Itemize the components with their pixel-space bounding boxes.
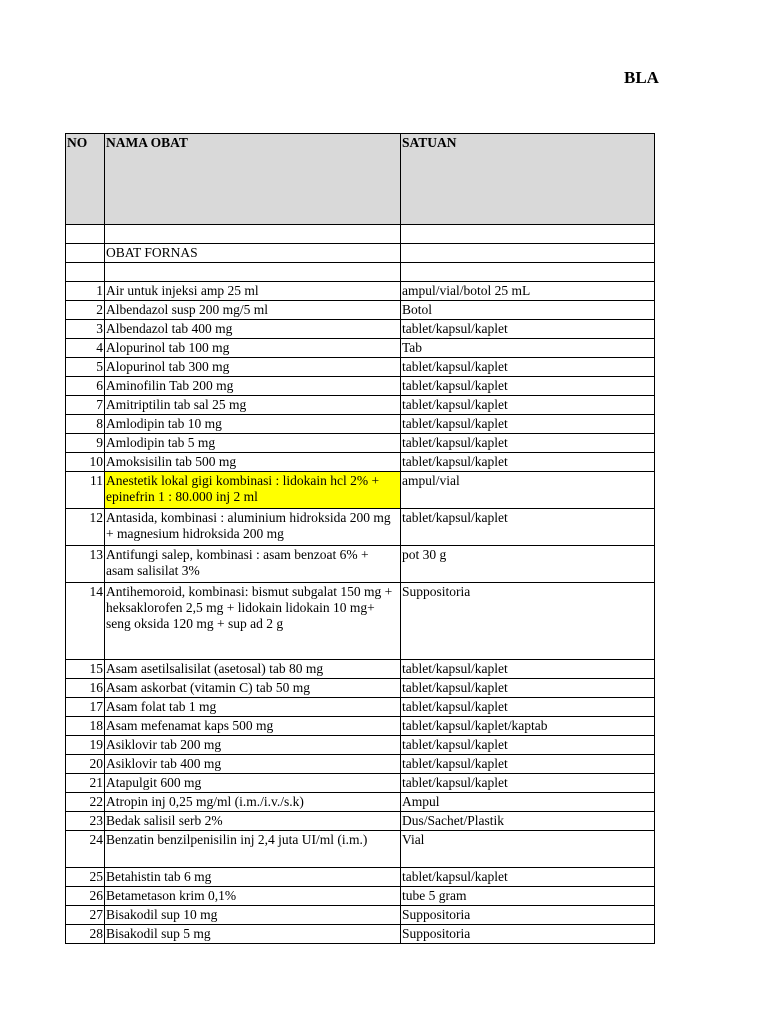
row-number: 3	[66, 320, 105, 339]
drug-name: Albendazol susp 200 mg/5 ml	[105, 301, 401, 320]
row-number: 26	[66, 887, 105, 906]
table-row	[66, 453, 655, 472]
row-number: 17	[66, 698, 105, 717]
drug-unit: tablet/kapsul/kaplet	[401, 698, 655, 717]
table-row	[66, 717, 655, 736]
row-number: 13	[66, 546, 105, 583]
row-number: 4	[66, 339, 105, 358]
drug-unit: tablet/kapsul/kaplet	[401, 660, 655, 679]
drug-name: Air untuk injeksi amp 25 ml	[105, 282, 401, 301]
row-number: 15	[66, 660, 105, 679]
drug-name: Amitriptilin tab sal 25 mg	[105, 396, 401, 415]
drug-unit: Suppositoria	[401, 583, 655, 660]
drug-name: Asiklovir tab 200 mg	[105, 736, 401, 755]
table-row	[66, 736, 655, 755]
section-label: OBAT FORNAS	[105, 244, 401, 263]
table-row	[66, 282, 655, 301]
drug-unit: tablet/kapsul/kaplet	[401, 453, 655, 472]
document-title: BLA	[624, 68, 659, 87]
table-row	[66, 339, 655, 358]
row-number: 6	[66, 377, 105, 396]
drug-unit: tablet/kapsul/kaplet/kaptab	[401, 717, 655, 736]
blank-cell	[66, 225, 105, 244]
drug-unit: Suppositoria	[401, 906, 655, 925]
drug-unit: tube 5 gram	[401, 887, 655, 906]
blank-cell	[401, 244, 655, 263]
drug-table-body	[66, 134, 655, 944]
row-number: 22	[66, 793, 105, 812]
blank-cell	[66, 263, 105, 282]
table-header-row	[66, 134, 655, 225]
row-number: 25	[66, 868, 105, 887]
drug-name: Asam mefenamat kaps 500 mg	[105, 717, 401, 736]
drug-unit: tablet/kapsul/kaplet	[401, 755, 655, 774]
drug-name: Albendazol tab 400 mg	[105, 320, 401, 339]
drug-unit: tablet/kapsul/kaplet	[401, 736, 655, 755]
table-row	[66, 396, 655, 415]
drug-name: Asam asetilsalisilat (asetosal) tab 80 mg	[105, 660, 401, 679]
drug-name: Aminofilin Tab 200 mg	[105, 377, 401, 396]
row-number: 9	[66, 434, 105, 453]
row-number: 8	[66, 415, 105, 434]
drug-unit: tablet/kapsul/kaplet	[401, 774, 655, 793]
blank-row	[66, 263, 655, 282]
table-row	[66, 906, 655, 925]
row-number: 16	[66, 679, 105, 698]
section-row	[66, 244, 655, 263]
header-satuan: SATUAN	[401, 134, 655, 225]
drug-unit: ampul/vial/botol 25 mL	[401, 282, 655, 301]
table-row	[66, 583, 655, 660]
drug-unit: tablet/kapsul/kaplet	[401, 358, 655, 377]
blank-row	[66, 225, 655, 244]
row-number: 1	[66, 282, 105, 301]
drug-name: Anestetik lokal gigi kombinasi : lidokain hcl 2% + epinefrin 1 : 80.000 inj 2 ml	[105, 472, 401, 509]
drug-unit: tablet/kapsul/kaplet	[401, 434, 655, 453]
blank-cell	[66, 244, 105, 263]
drug-unit: tablet/kapsul/kaplet	[401, 679, 655, 698]
row-number: 5	[66, 358, 105, 377]
blank-cell	[401, 225, 655, 244]
drug-name: Atropin inj 0,25 mg/ml (i.m./i.v./s.k)	[105, 793, 401, 812]
table-row	[66, 434, 655, 453]
drug-unit: Dus/Sachet/Plastik	[401, 812, 655, 831]
row-number: 21	[66, 774, 105, 793]
drug-name: Asiklovir tab 400 mg	[105, 755, 401, 774]
drug-name: Amoksisilin tab 500 mg	[105, 453, 401, 472]
table-row	[66, 301, 655, 320]
row-number: 2	[66, 301, 105, 320]
drug-unit: Tab	[401, 339, 655, 358]
table-row	[66, 755, 655, 774]
drug-unit: Ampul	[401, 793, 655, 812]
table-row	[66, 358, 655, 377]
blank-cell	[105, 263, 401, 282]
row-number: 19	[66, 736, 105, 755]
drug-name: Asam folat tab 1 mg	[105, 698, 401, 717]
drug-name: Asam askorbat (vitamin C) tab 50 mg	[105, 679, 401, 698]
header-nama-obat: NAMA OBAT	[105, 134, 401, 225]
row-number: 7	[66, 396, 105, 415]
row-number: 23	[66, 812, 105, 831]
drug-name: Bisakodil sup 5 mg	[105, 925, 401, 944]
drug-name: Atapulgit 600 mg	[105, 774, 401, 793]
table-row	[66, 793, 655, 812]
drug-unit: tablet/kapsul/kaplet	[401, 396, 655, 415]
row-number: 10	[66, 453, 105, 472]
drug-name: Antihemoroid, kombinasi: bismut subgalat 150 mg + heksaklorofen 2,5 mg + lidokain lidokain 10 mg+ seng oksida 120 mg + sup ad 2 g	[105, 583, 401, 660]
drug-name: Bisakodil sup 10 mg	[105, 906, 401, 925]
table-row	[66, 679, 655, 698]
row-number: 27	[66, 906, 105, 925]
drug-unit: tablet/kapsul/kaplet	[401, 320, 655, 339]
drug-name: Betahistin tab 6 mg	[105, 868, 401, 887]
drug-name: Amlodipin tab 10 mg	[105, 415, 401, 434]
table-row	[66, 812, 655, 831]
drug-name: Benzatin benzilpenisilin inj 2,4 juta UI/ml (i.m.)	[105, 831, 401, 868]
row-number: 28	[66, 925, 105, 944]
table-row	[66, 660, 655, 679]
drug-name: Alopurinol tab 300 mg	[105, 358, 401, 377]
table-row	[66, 415, 655, 434]
row-number: 14	[66, 583, 105, 660]
drug-name: Amlodipin tab 5 mg	[105, 434, 401, 453]
table-row	[66, 377, 655, 396]
table-row	[66, 472, 655, 509]
blank-cell	[105, 225, 401, 244]
drug-unit: tablet/kapsul/kaplet	[401, 415, 655, 434]
row-number: 24	[66, 831, 105, 868]
table-row	[66, 698, 655, 717]
drug-name: Betametason krim 0,1%	[105, 887, 401, 906]
drug-unit: tablet/kapsul/kaplet	[401, 868, 655, 887]
drug-unit: Vial	[401, 831, 655, 868]
table-row	[66, 546, 655, 583]
drug-unit: ampul/vial	[401, 472, 655, 509]
table-row	[66, 320, 655, 339]
drug-unit: Botol	[401, 301, 655, 320]
row-number: 11	[66, 472, 105, 509]
drug-unit: tablet/kapsul/kaplet	[401, 509, 655, 546]
drug-name: Bedak salisil serb 2%	[105, 812, 401, 831]
drug-name: Antasida, kombinasi : aluminium hidroksida 200 mg + magnesium hidroksida 200 mg	[105, 509, 401, 546]
table-row	[66, 831, 655, 868]
table-row	[66, 887, 655, 906]
drug-name: Antifungi salep, kombinasi : asam benzoat 6% + asam salisilat 3%	[105, 546, 401, 583]
drug-unit: tablet/kapsul/kaplet	[401, 377, 655, 396]
drug-table	[65, 133, 655, 944]
blank-cell	[401, 263, 655, 282]
drug-name: Alopurinol tab 100 mg	[105, 339, 401, 358]
table-row	[66, 868, 655, 887]
row-number: 20	[66, 755, 105, 774]
table-row	[66, 509, 655, 546]
drug-unit: Suppositoria	[401, 925, 655, 944]
header-no: NO	[66, 134, 105, 225]
drug-unit: pot 30 g	[401, 546, 655, 583]
table-row	[66, 925, 655, 944]
row-number: 12	[66, 509, 105, 546]
table-row	[66, 774, 655, 793]
row-number: 18	[66, 717, 105, 736]
